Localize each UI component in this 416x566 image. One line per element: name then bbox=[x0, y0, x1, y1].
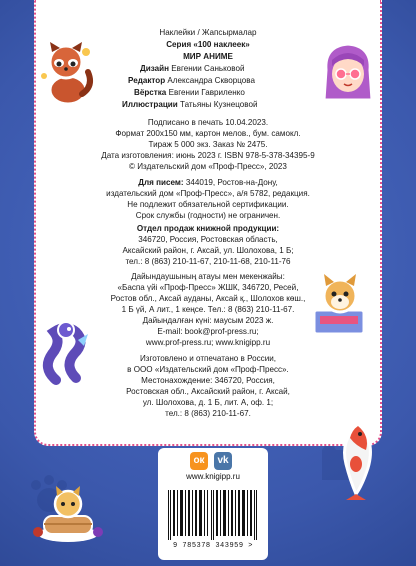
series-label: Серия «100 наклеек» bbox=[166, 40, 250, 49]
book-title: МИР АНИМЕ bbox=[183, 52, 233, 61]
category-label: Наклейки / Жапсырмалар bbox=[159, 28, 257, 37]
kazakh-line: Дайындалған күні: маусым 2023 ж. bbox=[142, 316, 274, 325]
website-line[interactable]: www.prof-press.ru; www.knigipp.ru bbox=[145, 338, 271, 347]
letters-address bbox=[36, 178, 380, 188]
credit-role: Иллюстрации bbox=[122, 100, 178, 109]
print-info-line: © Издательский дом «Проф-Пресс», 2023 bbox=[129, 162, 287, 171]
letters-line: издательский дом «Проф-Пресс», а/я 5782, редакция. bbox=[106, 189, 310, 198]
shiba-dog-sticker bbox=[308, 268, 372, 338]
manufacturer-line: в ООО «Издательский дом «Проф-Пресс». bbox=[127, 365, 289, 374]
letters-line: Срок службы (годности) не ограничен. bbox=[135, 211, 281, 220]
print-info-line: Подписано в печать 10.04.2023. bbox=[147, 118, 269, 127]
wholesale-line: Аксайский район, г. Аксай, ул. Шолохова, 1 Б; bbox=[122, 246, 294, 255]
print-info-line: Дата изготовления: июнь 2023 г. ISBN 978-5-378-34395-9 bbox=[101, 151, 315, 160]
manufacturer-line: Изготовлено и отпечатано в России, bbox=[139, 354, 277, 363]
email-line[interactable]: E-mail: book@prof-press.ru; bbox=[157, 327, 259, 336]
credit-name: Евгении Саньковой bbox=[171, 64, 245, 73]
barcode-number: 9 785378 343959 > bbox=[173, 542, 253, 550]
credit-role: Редактор bbox=[128, 76, 166, 85]
barcode-box bbox=[158, 448, 268, 560]
print-info-line: Формат 200х150 мм, картон мелов., бум. самокл. bbox=[115, 129, 301, 138]
credit-name: Татьяны Кузнецовой bbox=[180, 100, 258, 109]
koi-fish-sticker bbox=[336, 420, 382, 500]
letters-line: Не подлежит обязательной сертификации. bbox=[127, 200, 289, 209]
letters-label: Для писем: bbox=[138, 178, 184, 187]
anime-girl-sticker bbox=[320, 40, 376, 106]
credit-editor bbox=[128, 76, 255, 86]
wholesale-line: 346720, Россия, Ростовская область, bbox=[138, 235, 278, 244]
site-url[interactable]: www.knigipp.ru bbox=[186, 472, 240, 481]
kazakh-line: «Баспа үйі «Проф-Пресс» ЖШК, 346720, Ресей, bbox=[117, 283, 299, 292]
kazakh-line: Дайындаушының атауы мен мекенжайы: bbox=[131, 272, 285, 281]
credit-name: Евгении Гавриленко bbox=[168, 88, 245, 97]
wholesale-label: Отдел продаж книжной продукции: bbox=[136, 224, 280, 233]
cat-pancake-sticker bbox=[30, 482, 106, 544]
manufacturer-line: Местонахождение: 346720, Россия, bbox=[141, 376, 275, 385]
manufacturer-line: тел.: 8 (863) 210-11-67. bbox=[165, 409, 251, 418]
ok-icon[interactable]: ок bbox=[190, 452, 208, 470]
credit-role: Дизайн bbox=[140, 64, 170, 73]
dragon-sticker bbox=[36, 318, 96, 388]
manufacturer-line: ул. Шолохова, д. 1 Б, лит. А, оф. 1; bbox=[142, 398, 274, 407]
credit-name: Александра Скворцова bbox=[167, 76, 255, 85]
credit-design bbox=[140, 64, 245, 74]
credit-illustrations bbox=[122, 100, 257, 110]
letters-address-text: 344019, Ростов-на-Дону, bbox=[183, 178, 278, 187]
red-panda-sticker bbox=[38, 36, 96, 108]
kazakh-line: 1 Б үй, А лит., 1 кеңсе. Тел.: 8 (863) 210-11-67. bbox=[121, 305, 295, 314]
kazakh-line: Ростов обл., Аксай ауданы, Аксай қ., Шолохов көш., bbox=[110, 294, 306, 303]
credit-layout bbox=[134, 88, 245, 98]
credit-role: Вёрстка bbox=[134, 88, 167, 97]
manufacturer-line: Ростовская обл., Аксайский район, г. Аксай, bbox=[126, 387, 290, 396]
print-info-line: Тираж 5 000 экз. Заказ № 2475. bbox=[148, 140, 268, 149]
wholesale-line: тел.: 8 (863) 210-11-67, 210-11-68, 210-11-76 bbox=[125, 257, 291, 266]
barcode bbox=[166, 490, 260, 540]
vk-icon[interactable]: vk bbox=[214, 452, 232, 470]
